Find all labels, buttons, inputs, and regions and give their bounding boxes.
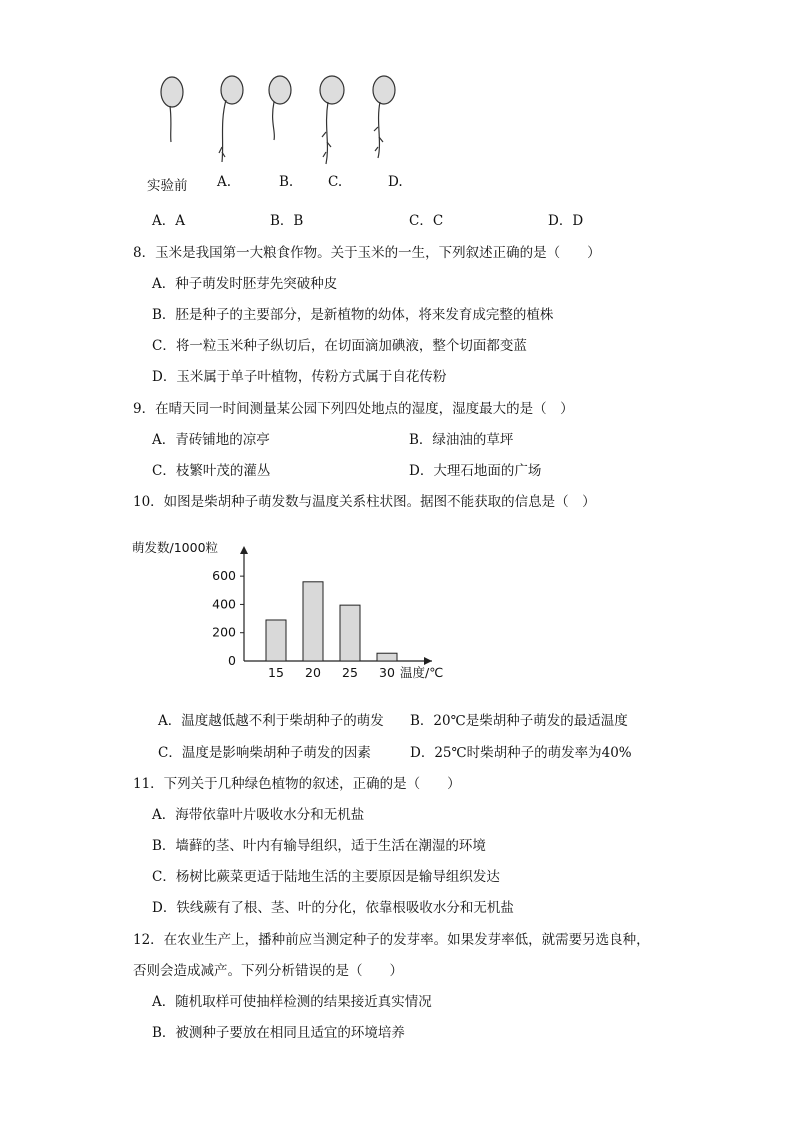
y-axis-label: 萌发数/1000粒 — [132, 540, 219, 555]
seed-label-before: 实验前 — [147, 178, 188, 194]
seed-label-b: B. — [279, 174, 294, 190]
q10-option-d: D．25℃时柴胡种子的萌发率为40% — [410, 745, 632, 761]
chart-bars — [266, 582, 397, 661]
q8-option-b: B．胚是种子的主要部分，是新植物的幼体，将来发育成完整的植株 — [152, 307, 554, 323]
q7-option-d: D．D — [548, 213, 584, 229]
seed-label-c: C. — [328, 174, 343, 190]
seedling-before — [161, 77, 183, 142]
q12-option-b: B．被测种子要放在相同且适宜的环境培养 — [152, 1025, 405, 1041]
x-tick-label: 20 — [305, 665, 321, 680]
germination-bar-chart — [120, 532, 480, 692]
seedling-a — [219, 76, 243, 162]
bar — [340, 605, 360, 661]
q8-stem: 8．玉米是我国第一大粮食作物。关于玉米的一生，下列叙述正确的是（ ） — [133, 245, 601, 261]
x-tick-label: 30 — [379, 665, 395, 680]
bar — [303, 582, 323, 661]
q7-option-a: A．A — [152, 213, 185, 229]
q8-option-a: A．种子萌发时胚芽先突破种皮 — [152, 276, 338, 292]
q11-option-a: A．海带依靠叶片吸收水分和无机盐 — [152, 807, 365, 823]
seedling-d — [373, 76, 395, 158]
x-axis-label: 温度/℃ — [400, 665, 444, 680]
bar — [266, 620, 286, 661]
q7-option-c: C．C — [409, 213, 444, 229]
q8-option-d: D．玉米属于单子叶植物，传粉方式属于自花传粉 — [152, 369, 447, 385]
q12-option-a: A．随机取样可使抽样检测的结果接近真实情况 — [152, 994, 432, 1010]
q12-stem-line1: 12．在农业生产上，播种前应当测定种子的发芽率。如果发芽率低，就需要另选良种， — [133, 932, 650, 948]
seed-label-a: A. — [217, 174, 232, 190]
q11-option-d: D．铁线蕨有了根、茎、叶的分化，依靠根吸收水分和无机盐 — [152, 900, 514, 916]
y-tick-label: 0 — [228, 653, 236, 668]
seedling-figure — [140, 72, 430, 172]
x-tick-label: 15 — [268, 665, 284, 680]
x-tick-label: 25 — [342, 665, 358, 680]
q9-option-a: A．青砖铺地的凉亭 — [152, 432, 270, 448]
q9-stem: 9．在晴天同一时间测量某公园下列四处地点的湿度，湿度最大的是（ ） — [133, 401, 574, 417]
q7-option-b: B．B — [270, 213, 304, 229]
seedling-c — [320, 76, 344, 164]
q10-option-b: B．20℃是柴胡种子萌发的最适温度 — [410, 713, 628, 729]
q10-stem: 10．如图是柴胡种子萌发数与温度关系柱状图。据图不能获取的信息是（ ） — [133, 494, 596, 510]
y-tick-label: 400 — [212, 596, 236, 612]
q9-option-d: D．大理石地面的广场 — [409, 463, 542, 479]
q8-option-c: C．将一粒玉米种子纵切后，在切面滴加碘液，整个切面都变蓝 — [152, 338, 527, 354]
q10-option-c: C．温度是影响柴胡种子萌发的因素 — [158, 745, 371, 761]
bar — [377, 653, 397, 661]
seed-label-d: D. — [388, 174, 403, 190]
q10-option-a: A．温度越低越不利于柴胡种子的萌发 — [158, 713, 384, 729]
q12-stem-line2: 否则会造成减产。下列分析错误的是（ ） — [133, 963, 403, 979]
seedling-b — [269, 76, 291, 140]
y-tick-label: 600 — [212, 568, 236, 584]
q9-option-c: C．枝繁叶茂的灌丛 — [152, 463, 271, 479]
q11-option-c: C．杨树比蕨菜更适于陆地生活的主要原因是输导组织发达 — [152, 869, 500, 885]
q9-option-b: B．绿油油的草坪 — [409, 432, 514, 448]
y-tick-label: 200 — [212, 624, 236, 640]
q11-option-b: B．墙藓的茎、叶内有输导组织，适于生活在潮湿的环境 — [152, 838, 486, 854]
y-axis-arrow — [240, 546, 248, 554]
x-axis-arrow — [424, 657, 432, 665]
q11-stem: 11．下列关于几种绿色植物的叙述，正确的是（ ） — [133, 776, 461, 792]
